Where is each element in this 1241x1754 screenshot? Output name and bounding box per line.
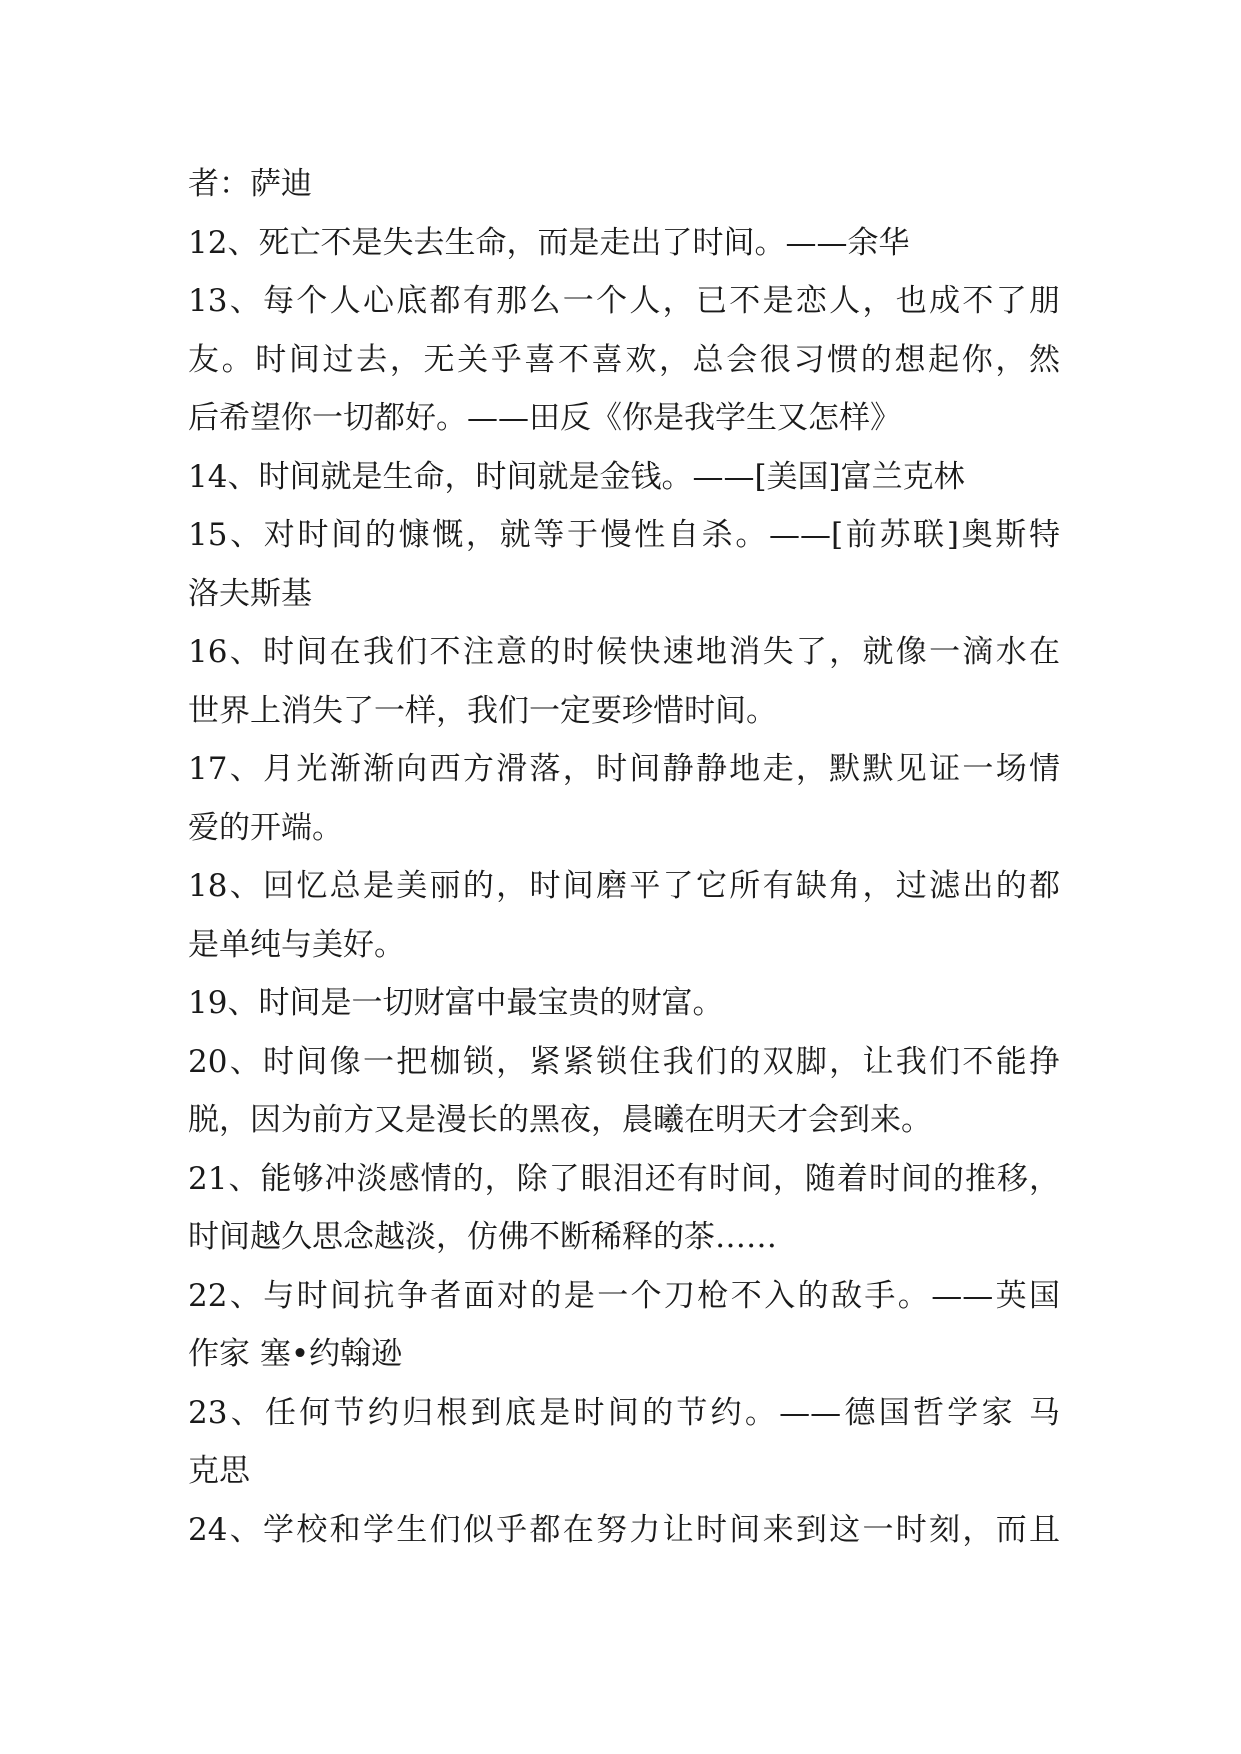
text-line: 19、时间是一切财富中最宝贵的财富。 [188,985,724,1021]
text-line: 友。时间过去，无关乎喜不喜欢，总会很习惯的想起你，然 [188,341,1060,378]
text-line: 24、学校和学生们似乎都在努力让时间来到这一时刻，而且 [188,1511,1060,1548]
text-line: 克思 [188,1453,250,1489]
text-line: 12、死亡不是失去生命，而是走出了时间。——余华 [188,224,910,261]
text-line: 15、对时间的慷慨，就等于慢性自杀。——[前苏联]奥斯特 [188,517,1060,553]
text-line: 作家 塞•约翰逊 [188,1336,403,1372]
text-line: 爱的开端。 [188,809,343,846]
text-line: 17、月光渐渐向西方滑落，时间静静地走，默默见证一场情 [188,751,1060,787]
text-line: 18、回忆总是美丽的，时间磨平了它所有缺角，过滤出的都 [188,868,1060,904]
text-line: 后希望你一切都好。——田反《你是我学生又怎样》 [188,400,901,436]
text-line: 是单纯与美好。 [188,926,405,963]
document-body [188,155,1060,1559]
text-line: 16、时间在我们不注意的时候快速地消失了，就像一滴水在 [188,634,1060,670]
text-line: 13、每个人心底都有那么一个人，已不是恋人，也成不了朋 [188,283,1060,319]
text-line: 者：萨迪 [188,166,312,202]
text-line: 14、时间就是生命，时间就是金钱。——[美国]富兰克林 [188,458,965,495]
text-line: 20、时间像一把枷锁，紧紧锁住我们的双脚，让我们不能挣 [188,1043,1060,1080]
text-line: 世界上消失了一样，我们一定要珍惜时间。 [188,692,777,729]
text-line: 22、与时间抗争者面对的是一个刀枪不入的敌手。——英国 [188,1277,1060,1314]
text-line: 21、能够冲淡感情的，除了眼泪还有时间，随着时间的推移， [188,1160,1060,1197]
text-line: 23、任何节约归根到底是时间的节约。——德国哲学家 马 [188,1394,1060,1431]
text-line: 脱，因为前方又是漫长的黑夜，晨曦在明天才会到来。 [188,1102,932,1138]
text-line: 时间越久思念越淡，仿佛不断稀释的茶…… [188,1219,777,1255]
text-line: 洛夫斯基 [188,575,312,612]
